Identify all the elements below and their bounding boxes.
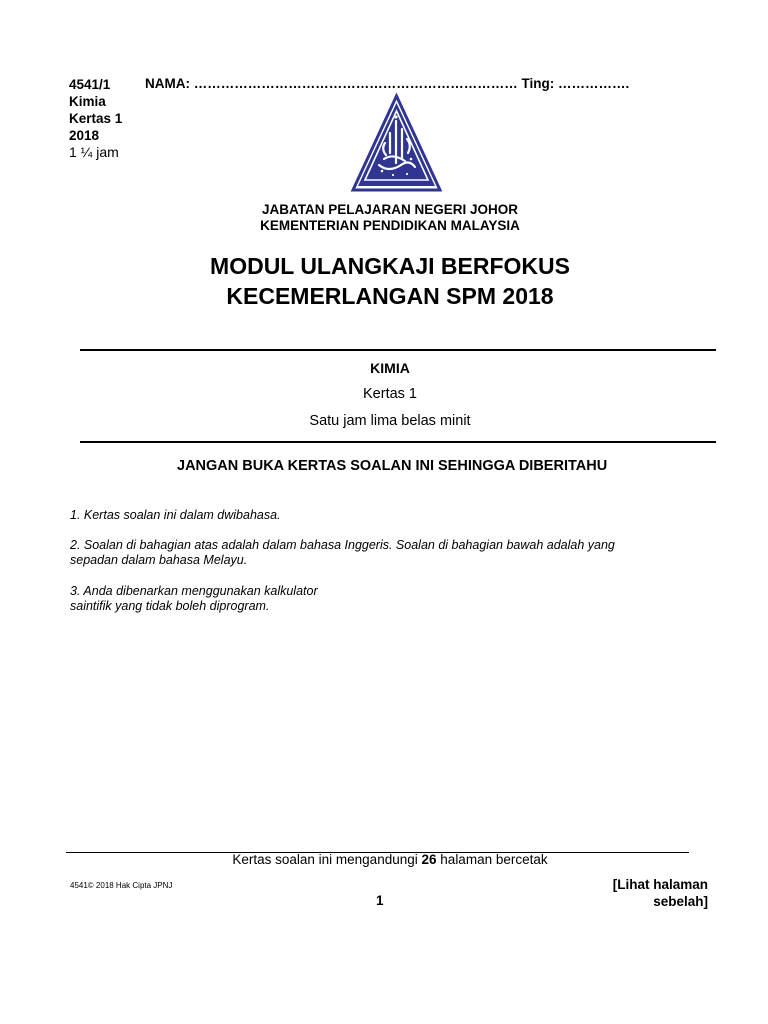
turn-page-line2: sebelah] bbox=[653, 894, 708, 909]
exam-paper: Kertas 1 bbox=[363, 386, 417, 402]
page-count-prefix: Kertas soalan ini mengandungi bbox=[232, 852, 418, 867]
exam-subject: KIMIA bbox=[370, 360, 410, 376]
instruction-3-line1: 3. Anda dibenarkan menggunakan kalkulator bbox=[70, 584, 318, 598]
instruction-2-line2: sepadan dalam bahasa Melayu. bbox=[70, 553, 248, 567]
name-form-line bbox=[145, 76, 629, 91]
nama-label: NAMA: bbox=[145, 76, 190, 91]
instruction-1 bbox=[70, 508, 710, 523]
page-count-suffix: halaman bercetak bbox=[440, 852, 548, 867]
top-rule bbox=[80, 349, 716, 351]
ting-label: Ting: bbox=[521, 76, 555, 91]
department-name: JABATAN PELAJARAN NEGERI JOHOR bbox=[261, 202, 519, 217]
instruction-3 bbox=[70, 584, 710, 614]
turn-page-note bbox=[590, 876, 708, 910]
paper-subject: Kimia bbox=[69, 94, 106, 109]
paper-duration: 1 ¼ jam bbox=[69, 144, 119, 160]
instruction-1-text: 1. Kertas soalan ini dalam dwibahasa. bbox=[70, 508, 281, 522]
paper-code: 4541/1 bbox=[69, 77, 111, 92]
page-count: 26 bbox=[421, 852, 437, 867]
bottom-rule bbox=[80, 441, 716, 443]
nama-field: ……………………………………………………………… bbox=[193, 76, 518, 91]
page-number: 1 bbox=[376, 893, 384, 908]
module-title-line2: KECEMERLANGAN SPM 2018 bbox=[226, 283, 554, 309]
copyright: 4541© 2018 Hak Cipta JPNJ bbox=[70, 881, 173, 890]
exam-duration: Satu jam lima belas minit bbox=[309, 413, 471, 429]
paper-number: Kertas 1 bbox=[69, 111, 123, 126]
jpnj-crest-icon bbox=[349, 93, 444, 196]
module-title-line1: MODUL ULANGKAJI BERFOKUS bbox=[210, 253, 570, 279]
turn-page-line1: [Lihat halaman bbox=[612, 877, 708, 892]
instruction-2 bbox=[70, 538, 710, 568]
ting-field: ……………. bbox=[558, 76, 630, 91]
warning-text: JANGAN BUKA KERTAS SOALAN INI SEHINGGA DIBERITAHU bbox=[177, 458, 608, 474]
instruction-2-line1: 2. Soalan di bahagian atas adalah dalam bahasa Inggeris. Soalan di bahagian bawah adalah yang bbox=[70, 538, 615, 552]
page-count-note bbox=[0, 852, 768, 867]
paper-info bbox=[69, 76, 122, 161]
instruction-3-line2: saintifik yang tidak boleh diprogram. bbox=[70, 599, 270, 613]
paper-year: 2018 bbox=[69, 128, 100, 143]
ministry-name: KEMENTERIAN PENDIDIKAN MALAYSIA bbox=[260, 218, 520, 233]
